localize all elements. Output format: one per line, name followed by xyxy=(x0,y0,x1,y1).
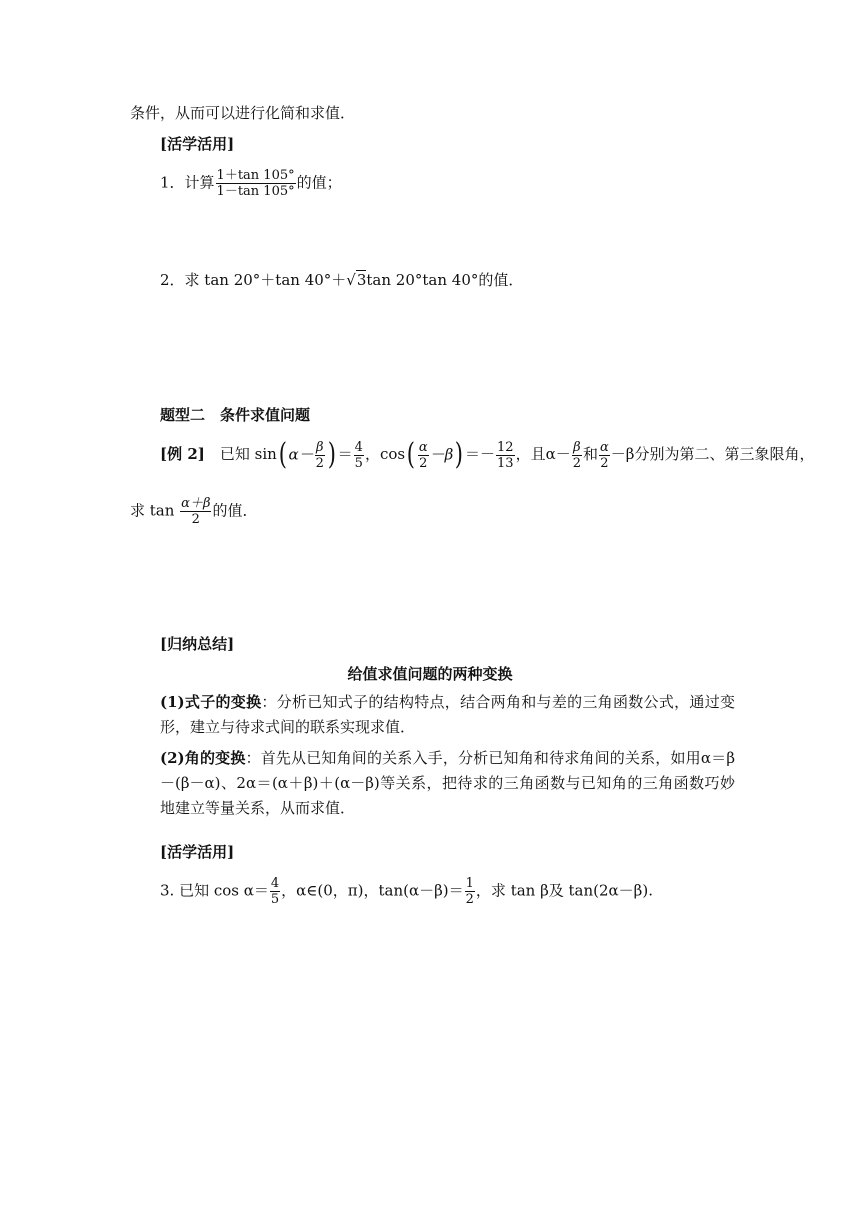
question-3-fraction-2 xyxy=(465,876,475,907)
value-numerator-1: 4 xyxy=(354,439,363,455)
equals-1: ＝ xyxy=(337,445,353,463)
practice-heading-1: [活学活用] xyxy=(160,135,235,153)
summary-paragraph-1-text: ：分析已知式子的结构特点，结合两角和与差的三角函数公式，通过变形，建立与待求式间的联系实现求值． xyxy=(160,693,735,736)
tan-half-sum-numerator: α＋β xyxy=(181,496,211,511)
summary-paragraph-1-bold: (1)式子的变换 xyxy=(160,693,262,711)
question-3-fraction-1-denominator: 5 xyxy=(270,892,280,907)
summary-paragraph-2-text: ：首先从已知角间的关系入手，分析已知角和待求角间的关系，如用α＝β－(β－α)、2α＝(α＋β)＋(α－β)等关系，把待求的三角函数与已知角的三角函数巧妙地建立等量关系，从而求值． xyxy=(160,749,735,817)
value-denominator-2: 13 xyxy=(497,455,514,471)
question-1 xyxy=(160,168,342,199)
question-3-fraction-1 xyxy=(270,876,280,907)
sqrt-symbol: √3 xyxy=(346,271,367,289)
beta-half-denominator-2: 2 xyxy=(572,455,581,471)
question-1-fraction xyxy=(216,168,296,199)
summary-heading: [归纳总结] xyxy=(160,635,235,653)
question-2-suffix: tan 20°tan 40°的值． xyxy=(366,271,524,289)
example-2-line-1 xyxy=(160,438,814,472)
alpha-half-fraction-1 xyxy=(418,440,429,471)
question-3-middle: ，α∈(0，π)，tan(α－β)＝ xyxy=(281,881,464,900)
alpha-half-fraction-2 xyxy=(599,440,610,471)
question-3-fraction-2-denominator: 2 xyxy=(465,892,474,907)
value-numerator-2: 12 xyxy=(497,439,514,455)
beta-half-denominator-1: 2 xyxy=(315,455,324,471)
equals-2: ＝－ xyxy=(465,445,496,463)
beta-half-fraction-2 xyxy=(572,440,582,471)
question-3-fraction-2-numerator: 1 xyxy=(465,876,474,891)
alpha-half-numerator-2: α xyxy=(600,439,609,455)
example-2-line-2-suffix: 的值． xyxy=(212,501,258,520)
paren-group-1-text: α－ xyxy=(288,445,314,463)
tan-half-sum-fraction xyxy=(180,496,211,527)
example-2-text-e: －β分别为第二、第三象限角， xyxy=(610,445,815,463)
value-denominator-1: 5 xyxy=(354,455,363,471)
question-1-denominator: 1－tan 105° xyxy=(216,184,295,199)
right-paren-1: ) xyxy=(327,437,336,472)
practice-heading-2: [活学活用] xyxy=(160,843,235,861)
value-fraction-1 xyxy=(354,440,364,471)
question-1-numerator: 1＋tan 105° xyxy=(216,168,295,183)
paren-group-2 xyxy=(417,440,453,471)
example-2-text-b: ，cos xyxy=(364,445,406,463)
alpha-half-numerator-1: α xyxy=(418,439,428,455)
paren-group-1 xyxy=(289,440,326,471)
paren-group-2-text: －β xyxy=(429,445,454,463)
alpha-half-denominator-1: 2 xyxy=(419,455,428,471)
example-2-line-2 xyxy=(130,496,257,527)
intro-line: 条件，从而可以进行化简和求值． xyxy=(130,104,356,122)
summary-paragraph-2-bold: (2)角的变换 xyxy=(160,749,246,767)
example-2-text-a: 已知 sin xyxy=(204,445,277,463)
question-2 xyxy=(160,270,523,290)
example-2-label: [例 2] xyxy=(160,445,205,463)
left-paren-1: ( xyxy=(278,437,287,472)
example-2-text-c: ，且α－ xyxy=(515,445,571,463)
section-title-2: 题型二 条件求值问题 xyxy=(160,406,311,424)
example-2-line-2-prefix: 求 tan xyxy=(130,501,180,520)
tan-half-sum-denominator: 2 xyxy=(191,512,200,527)
beta-half-numerator-1: β xyxy=(316,439,324,455)
beta-half-fraction-1 xyxy=(315,440,325,471)
question-2-prefix: 2．求 tan 20°＋tan 40°＋ xyxy=(160,271,347,289)
example-2-text-d: 和 xyxy=(582,445,598,463)
beta-half-numerator-2: β xyxy=(573,439,581,455)
summary-paragraph-2 xyxy=(160,746,735,821)
left-paren-2: ( xyxy=(406,437,416,472)
summary-title: 给值求值问题的两种变换 xyxy=(347,665,513,683)
question-3-prefix: 3. 已知 cos α＝ xyxy=(160,881,269,900)
question-1-suffix: 的值； xyxy=(296,173,342,192)
right-paren-2: ) xyxy=(455,437,464,472)
question-1-prefix: 1．计算 xyxy=(160,173,215,192)
question-3 xyxy=(160,876,653,907)
value-fraction-2 xyxy=(496,440,515,471)
alpha-half-denominator-2: 2 xyxy=(600,455,609,471)
sqrt-radicand: 3 xyxy=(356,271,367,289)
question-3-fraction-1-numerator: 4 xyxy=(270,876,280,891)
question-3-suffix: ，求 tan β及 tan(2α－β). xyxy=(475,881,653,900)
summary-paragraph-1 xyxy=(160,690,735,740)
